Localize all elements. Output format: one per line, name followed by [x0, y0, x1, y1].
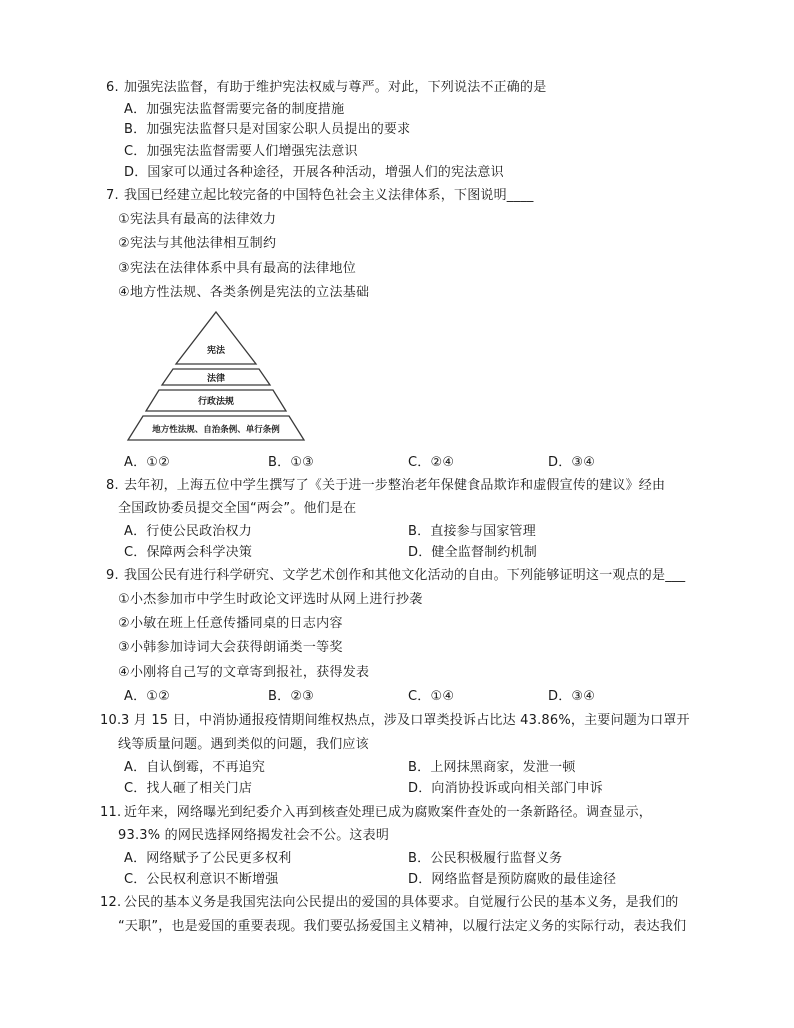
- question-8-option-d: D．健全监督制约机制: [408, 545, 538, 560]
- question-10-number: 10.: [100, 713, 122, 728]
- question-6-option-c: C．加强宪法监督需要人们增强宪法意识: [124, 144, 358, 159]
- question-12-stem-line-2: “天职”，也是爱国的重要表现。我们要弘扬爱国主义精神，以履行法定义务的实际行动，表达我们: [118, 919, 687, 934]
- question-9-statement-4: ④小刚将自己写的文章寄到报社，获得发表: [118, 665, 370, 680]
- question-11-option-d: D．网络监督是预防腐败的最佳途径: [408, 872, 617, 887]
- question-9-option-b: B．②③: [268, 689, 315, 704]
- question-10-option-c: C．找人砸了相关门店: [124, 781, 253, 796]
- question-7-option-c: C．②④: [408, 455, 455, 470]
- question-7-statement-1: ①宪法具有最高的法律效力: [118, 212, 277, 227]
- question-11-number: 11.: [100, 805, 122, 820]
- question-6-option-d: D．国家可以通过各种途径，开展各种活动，增强人们的宪法意识: [124, 165, 504, 180]
- question-9-option-d: D．③④: [548, 689, 596, 704]
- question-8-option-b: B．直接参与国家管理: [408, 524, 536, 539]
- question-9-statement-3: ③小韩参加诗词大会获得朗诵类一等奖: [118, 640, 343, 655]
- question-10-stem-line-1: 3 月 15 日，中消协通报疫情期间维权热点，涉及口罩类投诉占比达 43.86%，主要问题为口罩开: [121, 713, 690, 728]
- question-10-option-a: A．自认倒霉，不再追究: [124, 760, 266, 775]
- question-11-option-a: A．网络赋予了公民更多权利: [124, 851, 292, 866]
- question-8-stem-line-2: 全国政协委员提交全国“两会”。他们是在: [118, 501, 357, 516]
- pyramid-label-local-regulations: 地方性法规、自治条例、单行条例: [152, 425, 280, 435]
- question-9-statement-1: ①小杰参加市中学生时政论文评选时从网上进行抄袭: [118, 592, 423, 607]
- question-9-statement-2: ②小敏在班上任意传播同桌的日志内容: [118, 616, 343, 631]
- question-9-number: 9.: [106, 568, 119, 583]
- question-11-option-c: C．公民权利意识不断增强: [124, 872, 279, 887]
- question-9-stem: 我国公民有进行科学研究、文学艺术创作和其他文化活动的自由。下列能够证明这一观点的是___: [124, 568, 686, 583]
- question-6-stem: 加强宪法监督，有助于维护宪法权威与尊严。对此，下列说法不正确的是: [124, 80, 547, 95]
- pyramid-label-constitution: 宪法: [206, 346, 226, 356]
- question-6-number: 6.: [106, 80, 119, 95]
- question-11-option-b: B．公民积极履行监督义务: [408, 851, 563, 866]
- question-7-statement-3: ③宪法在法律体系中具有最高的法律地位: [118, 261, 357, 276]
- pyramid-label-law: 法律: [206, 374, 226, 384]
- question-10-option-b: B．上网抹黑商家，发泄一顿: [408, 760, 576, 775]
- question-7-number: 7.: [106, 188, 119, 203]
- question-7-stem: 我国已经建立起比较完备的中国特色社会主义法律体系，下图说明____: [124, 188, 534, 203]
- question-8-option-a: A．行使公民政治权力: [124, 524, 252, 539]
- question-7-option-a: A．①②: [124, 455, 171, 470]
- question-9-option-a: A．①②: [124, 689, 171, 704]
- question-8-option-c: C．保障两会科学决策: [124, 545, 253, 560]
- question-6-option-b: B．加强宪法监督只是对国家公职人员提出的要求: [124, 122, 411, 137]
- question-8-stem-line-1: 去年初，上海五位中学生撰写了《关于进一步整治老年保健食品欺诈和虚假宣传的建议》经由: [124, 478, 666, 493]
- question-8-number: 8.: [106, 478, 119, 493]
- question-10-option-d: D．向消协投诉或向相关部门申诉: [408, 781, 604, 796]
- question-11-stem-line-2: 93.3% 的网民选择网络揭发社会不公。这表明: [118, 828, 390, 843]
- question-7-option-b: B．①③: [268, 455, 315, 470]
- question-6-option-a: A．加强宪法监督需要完备的制度措施: [124, 102, 345, 117]
- question-12-number: 12.: [100, 895, 122, 910]
- question-7-statement-2: ②宪法与其他法律相互制约: [118, 236, 277, 251]
- question-7-statement-4: ④地方性法规、各类条例是宪法的立法基础: [118, 285, 370, 300]
- law-hierarchy-pyramid: [118, 308, 314, 448]
- question-9-option-c: C．①④: [408, 689, 455, 704]
- question-10-stem-line-2: 线等质量问题。遇到类似的问题，我们应该: [118, 737, 369, 752]
- pyramid-tier-constitution: [176, 312, 256, 364]
- question-11-stem-line-1: 近年来，网络曝光到纪委介入再到核查处理已成为腐败案件查处的一条新路径。调查显示，: [124, 805, 653, 820]
- question-7-option-d: D．③④: [548, 455, 596, 470]
- question-12-stem-line-1: 公民的基本义务是我国宪法向公民提出的爱国的具体要求。自觉履行公民的基本义务，是我们的: [124, 895, 679, 910]
- pyramid-label-administrative-regulations: 行政法规: [197, 397, 235, 407]
